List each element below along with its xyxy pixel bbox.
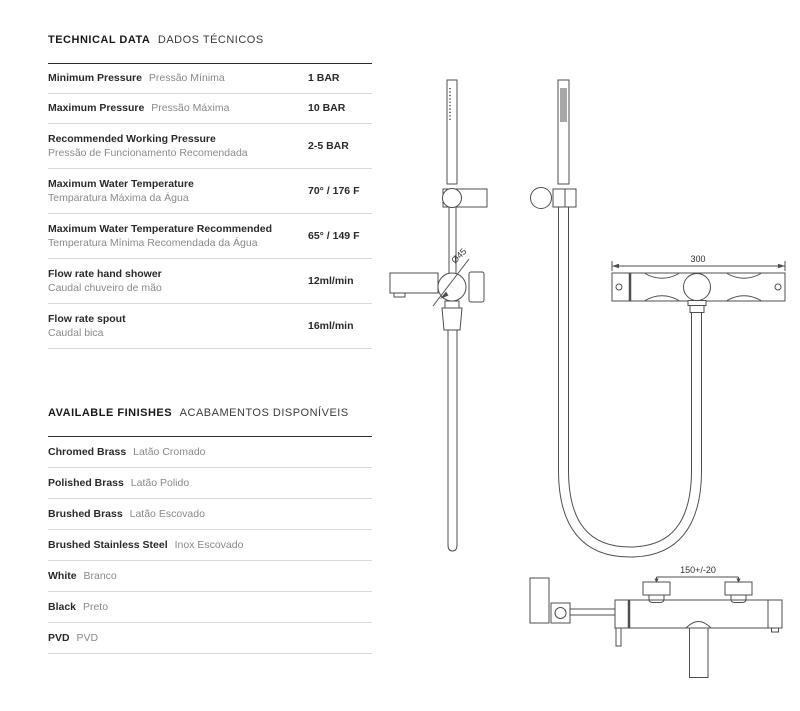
spec-label-pt: Pressão de Funcionamento Recomendada xyxy=(48,147,248,159)
spec-label-pt: Caudal chuveiro de mão xyxy=(48,282,162,294)
finish-label-en: Brushed Brass xyxy=(48,507,123,520)
finish-label-en: Black xyxy=(48,600,77,613)
shower-hose-outline xyxy=(564,208,697,553)
hand-shower-handle xyxy=(447,80,457,184)
finish-label-en: White xyxy=(48,569,77,582)
spec-label-en: Flow rate spout xyxy=(48,313,126,325)
finish-label-pt: Branco xyxy=(83,569,117,582)
technical-data-title-en: TECHNICAL DATA xyxy=(48,34,151,46)
spec-value: 70° / 176 F xyxy=(308,184,360,197)
spout xyxy=(690,628,709,678)
wall-union-left xyxy=(643,582,670,595)
hose-outlet-knob xyxy=(684,274,711,301)
finish-label-pt: Inox Escovado xyxy=(174,538,244,551)
finish-label-en: Chromed Brass xyxy=(48,445,127,458)
slider-knob xyxy=(443,189,462,208)
hose-nut xyxy=(442,308,462,330)
slider-knob xyxy=(531,188,552,209)
spout xyxy=(390,273,438,293)
finish-label-en: PVD xyxy=(48,631,70,644)
bar-width-label: 300 xyxy=(690,254,706,264)
spec-label-pt: Pressão Máxima xyxy=(151,102,230,114)
dim-arrowhead xyxy=(612,264,619,268)
dim-arrowhead xyxy=(778,264,785,268)
finish-label-pt: Latão Polido xyxy=(130,476,190,489)
outlet-nut xyxy=(690,306,704,313)
hand-shower-handle xyxy=(558,80,569,184)
spout-aerator xyxy=(394,293,405,297)
spec-label-pt: Pressão Mínima xyxy=(148,72,225,84)
spec-value: 12ml/min xyxy=(308,274,354,287)
finish-label-en: Polished Brass xyxy=(48,476,124,489)
finish-label-pt: Preto xyxy=(82,600,109,613)
spray-face xyxy=(560,89,567,121)
spec-value: 16ml/min xyxy=(308,319,354,332)
valve-diameter-label: Ø45 xyxy=(449,246,469,266)
drawing-shower-column-side-view xyxy=(390,80,487,551)
spec-label-en: Maximum Pressure xyxy=(48,102,145,114)
spec-label-en: Minimum Pressure xyxy=(48,72,142,84)
spec-value: 1 BAR xyxy=(308,72,340,84)
lower-tube xyxy=(448,330,457,551)
finish-label-pt: Latão Cromado xyxy=(133,445,206,458)
diverter-lever xyxy=(616,628,621,646)
end-cap xyxy=(768,600,782,628)
technical-data-title-pt: DADOS TÉCNICOS xyxy=(157,34,264,46)
rail-pivot-block xyxy=(551,603,570,623)
spec-value: 65° / 149 F xyxy=(308,229,360,242)
spec-label-en: Flow rate hand shower xyxy=(48,268,162,280)
drawing-mixer-front-view xyxy=(530,565,782,678)
wall-union-right xyxy=(725,582,752,595)
drawing-mixer-top-view xyxy=(612,254,785,313)
spec-value: 10 BAR xyxy=(308,102,346,114)
outlet-flange xyxy=(688,301,706,306)
spec-label-pt: Temparatura Máxima da Água xyxy=(48,192,189,204)
end-cap-nub xyxy=(772,628,779,632)
spec-label-pt: Temperatura Mínima Recomendada da Água xyxy=(48,237,258,249)
finish-label-en: Brushed Stainless Steel xyxy=(48,538,168,551)
shower-hose-inner xyxy=(564,208,697,553)
available-finishes-title-en: AVAILABLE FINISHES xyxy=(48,407,173,419)
available-finishes-title-pt: ACABAMENTOS DISPONÍVEIS xyxy=(179,407,349,419)
drawing-shower-column-front-view xyxy=(531,80,697,552)
spec-value: 2-5 BAR xyxy=(308,139,349,152)
spec-label-en: Maximum Water Temperature xyxy=(48,178,194,190)
rail-wall-plate xyxy=(530,578,549,623)
rail-pivot xyxy=(555,608,566,619)
spec-label-en: Recommended Working Pressure xyxy=(48,133,216,145)
spec-label-pt: Caudal bica xyxy=(48,327,104,339)
finish-label-pt: Latão Escovado xyxy=(129,507,205,520)
diverter-knob xyxy=(469,272,484,302)
hose-flange xyxy=(445,301,459,308)
union-spacing-label: 150+/-20 xyxy=(680,565,716,575)
spec-label-en: Maximum Water Temperature Recommended xyxy=(48,223,273,235)
finish-label-pt: PVD xyxy=(76,631,99,644)
